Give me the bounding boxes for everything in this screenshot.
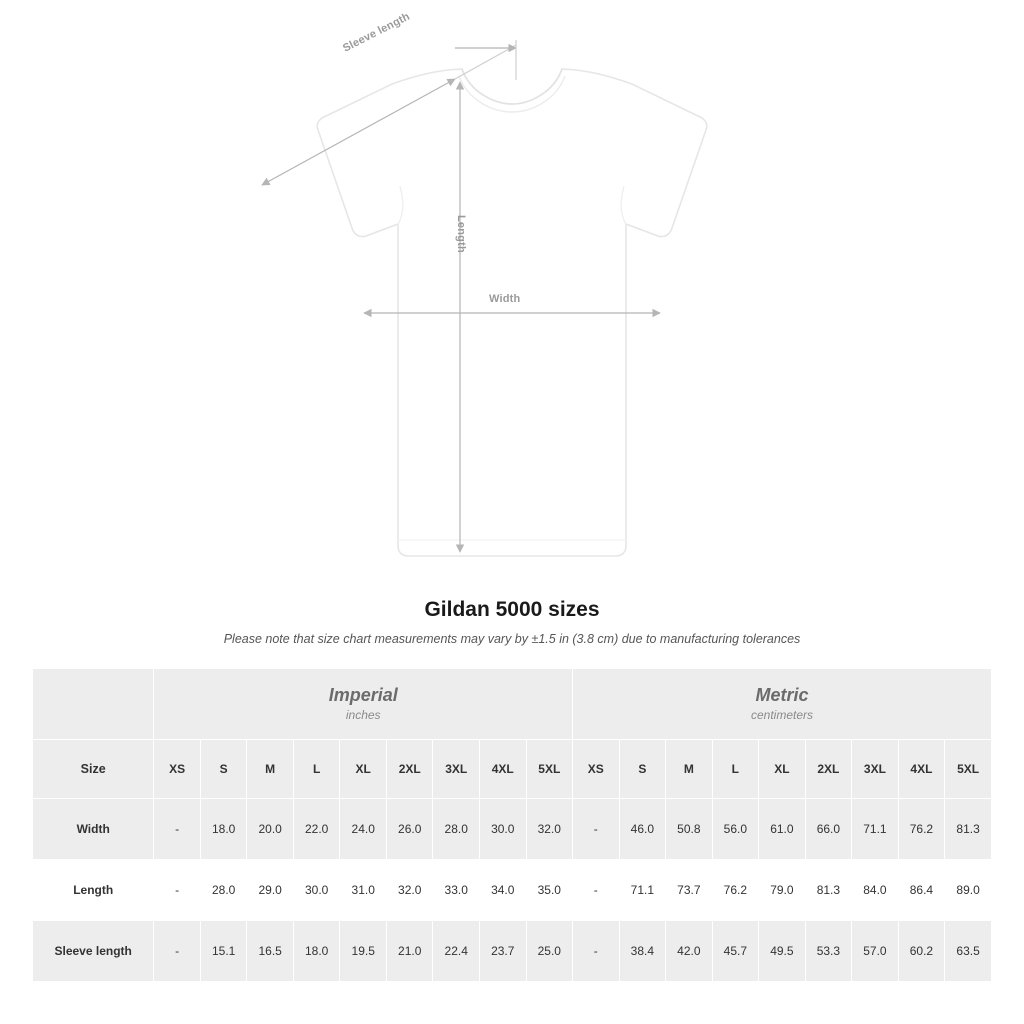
cell-width-metric-5xl: 81.3	[945, 799, 992, 860]
col-head-imperial-xs: XS	[154, 740, 201, 799]
cell-length-imperial-3xl: 33.0	[433, 860, 480, 921]
cell-length-imperial-m: 29.0	[247, 860, 294, 921]
system-name-metric: Metric	[755, 684, 809, 705]
system-header-metric	[573, 669, 992, 740]
cell-sleeve-metric-3xl: 57.0	[852, 921, 899, 982]
cell-length-imperial-s: 28.0	[200, 860, 247, 921]
col-head-imperial-4xl: 4XL	[479, 740, 526, 799]
col-head-imperial-s: S	[200, 740, 247, 799]
cell-sleeve-metric-4xl: 60.2	[898, 921, 945, 982]
cell-sleeve-imperial-l: 18.0	[293, 921, 340, 982]
cell-sleeve-imperial-2xl: 21.0	[386, 921, 433, 982]
cell-length-metric-xl: 79.0	[759, 860, 806, 921]
cell-sleeve-imperial-s: 15.1	[200, 921, 247, 982]
cell-length-imperial-2xl: 32.0	[386, 860, 433, 921]
cell-length-metric-m: 73.7	[666, 860, 713, 921]
page-title: Gildan 5000 sizes	[424, 598, 600, 621]
cell-sleeve-imperial-xs: -	[154, 921, 201, 982]
cell-length-imperial-5xl: 35.0	[526, 860, 573, 921]
col-head-imperial-l: L	[293, 740, 340, 799]
cell-sleeve-metric-2xl: 53.3	[805, 921, 852, 982]
col-head-metric-l: L	[712, 740, 759, 799]
size-label-cell: Size	[33, 740, 154, 799]
row-label-sleeve-length: Sleeve length	[33, 921, 154, 982]
row-label-length: Length	[33, 860, 154, 921]
cell-width-metric-l: 56.0	[712, 799, 759, 860]
cell-length-imperial-xl: 31.0	[340, 860, 387, 921]
cell-length-metric-4xl: 86.4	[898, 860, 945, 921]
cell-width-imperial-4xl: 30.0	[479, 799, 526, 860]
cell-length-metric-2xl: 81.3	[805, 860, 852, 921]
col-head-metric-m: M	[666, 740, 713, 799]
cell-width-imperial-xs: -	[154, 799, 201, 860]
cell-length-imperial-4xl: 34.0	[479, 860, 526, 921]
cell-sleeve-imperial-5xl: 25.0	[526, 921, 573, 982]
row-label-width: Width	[33, 799, 154, 860]
cell-length-metric-5xl: 89.0	[945, 860, 992, 921]
col-head-metric-xl: XL	[759, 740, 806, 799]
cell-width-metric-m: 50.8	[666, 799, 713, 860]
cell-sleeve-imperial-xl: 19.5	[340, 921, 387, 982]
col-head-imperial-m: M	[247, 740, 294, 799]
col-head-metric-5xl: 5XL	[945, 740, 992, 799]
col-head-imperial-xl: XL	[340, 740, 387, 799]
cell-length-metric-s: 71.1	[619, 860, 666, 921]
sleeve-length-label: Sleeve length	[341, 10, 412, 55]
cell-width-metric-xl: 61.0	[759, 799, 806, 860]
length-label: Length	[455, 215, 467, 253]
cell-width-metric-xs: -	[573, 799, 620, 860]
col-head-imperial-2xl: 2XL	[386, 740, 433, 799]
cell-width-imperial-5xl: 32.0	[526, 799, 573, 860]
system-header-row	[33, 669, 992, 740]
cell-sleeve-metric-m: 42.0	[666, 921, 713, 982]
cell-length-metric-l: 76.2	[712, 860, 759, 921]
cell-width-imperial-2xl: 26.0	[386, 799, 433, 860]
cell-sleeve-imperial-4xl: 23.7	[479, 921, 526, 982]
col-head-metric-4xl: 4XL	[898, 740, 945, 799]
size-header-row	[33, 740, 992, 799]
cell-width-metric-3xl: 71.1	[852, 799, 899, 860]
cell-sleeve-imperial-3xl: 22.4	[433, 921, 480, 982]
system-unit-imperial: inches	[345, 708, 381, 723]
cell-length-imperial-l: 30.0	[293, 860, 340, 921]
cell-length-imperial-xs: -	[154, 860, 201, 921]
system-unit-metric: centimeters	[751, 708, 814, 723]
title-block	[0, 598, 1024, 646]
table-corner-cell	[33, 669, 154, 740]
col-head-metric-s: S	[619, 740, 666, 799]
cell-width-metric-s: 46.0	[619, 799, 666, 860]
cell-length-metric-xs: -	[573, 860, 620, 921]
width-label: Width	[485, 293, 524, 305]
table-row	[33, 860, 992, 921]
cell-width-metric-2xl: 66.0	[805, 799, 852, 860]
table-row	[33, 799, 992, 860]
cell-width-imperial-xl: 24.0	[340, 799, 387, 860]
table-row	[33, 921, 992, 982]
cell-width-imperial-l: 22.0	[293, 799, 340, 860]
cell-sleeve-imperial-m: 16.5	[247, 921, 294, 982]
col-head-metric-xs: XS	[573, 740, 620, 799]
col-head-metric-2xl: 2XL	[805, 740, 852, 799]
tolerance-note: Please note that size chart measurements may vary by ±1.5 in (3.8 cm) due to manufacturing tolerances	[223, 632, 801, 646]
cell-sleeve-metric-l: 45.7	[712, 921, 759, 982]
size-chart-table-wrap	[32, 668, 992, 982]
col-head-metric-3xl: 3XL	[852, 740, 899, 799]
cell-width-metric-4xl: 76.2	[898, 799, 945, 860]
cell-width-imperial-m: 20.0	[247, 799, 294, 860]
col-head-imperial-3xl: 3XL	[433, 740, 480, 799]
size-chart-table	[32, 668, 992, 982]
cell-sleeve-metric-xl: 49.5	[759, 921, 806, 982]
col-head-imperial-5xl: 5XL	[526, 740, 573, 799]
cell-width-imperial-3xl: 28.0	[433, 799, 480, 860]
cell-width-imperial-s: 18.0	[200, 799, 247, 860]
cell-sleeve-metric-s: 38.4	[619, 921, 666, 982]
cell-sleeve-metric-xs: -	[573, 921, 620, 982]
system-header-imperial	[154, 669, 573, 740]
cell-length-metric-3xl: 84.0	[852, 860, 899, 921]
cell-sleeve-metric-5xl: 63.5	[945, 921, 992, 982]
system-name-imperial: Imperial	[328, 684, 398, 705]
